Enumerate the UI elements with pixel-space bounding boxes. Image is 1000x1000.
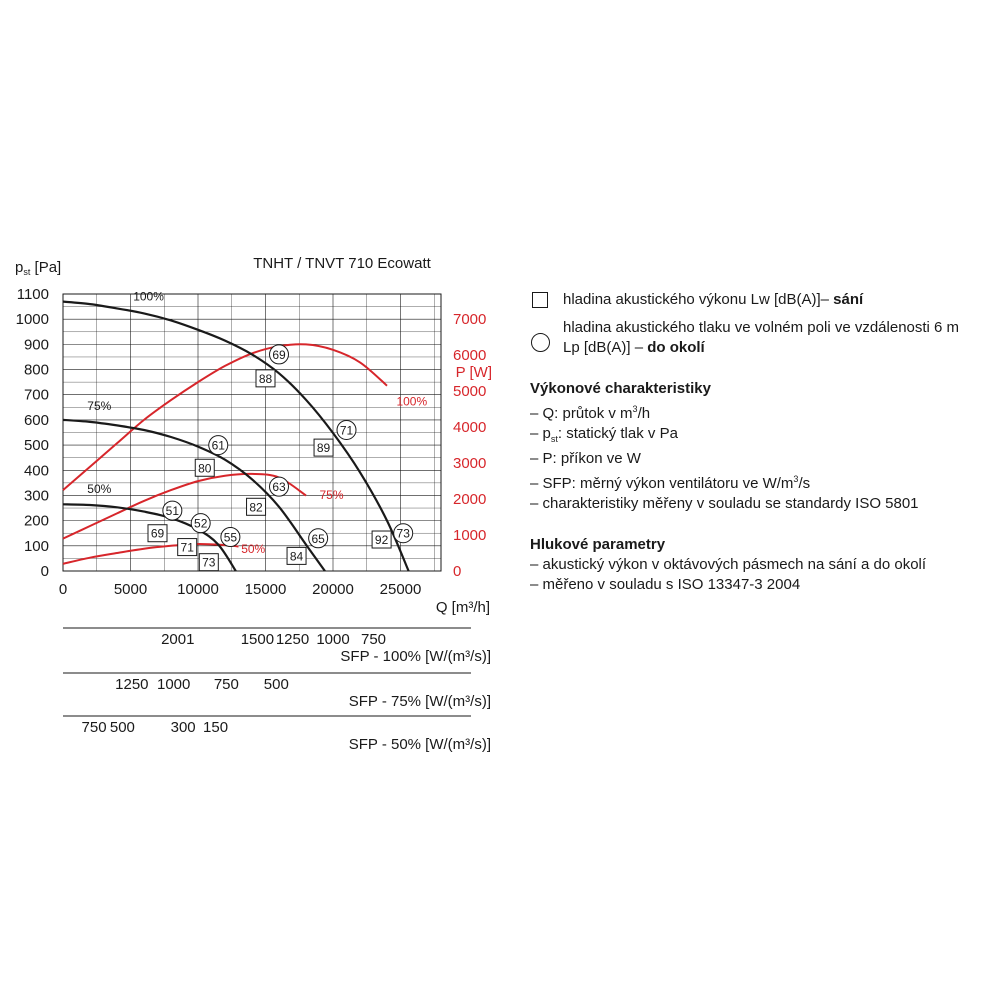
performance-item-sup: 3 (793, 474, 799, 484)
legend-panel (530, 290, 1000, 595)
performance-item (530, 449, 1000, 469)
sound-power-box-label: 92 (374, 533, 389, 548)
performance-item (530, 399, 1000, 424)
legend-sound-pressure (530, 318, 1000, 358)
y-right-tick-label: 1000 (453, 527, 487, 545)
x-tick-label: 15000 (244, 581, 287, 598)
sfp-scale-label: SFP - 100% [W/(m³/s)] (340, 648, 491, 665)
sfp-scale-label: SFP - 50% [W/(m³/s)] (348, 736, 491, 753)
sfp-tick-label: 1000 (157, 676, 191, 693)
power-curve-100 (63, 344, 387, 490)
y-left-tick-label: 0 (40, 563, 49, 580)
chart-title: TNHT / TNVT 710 Ecowatt (253, 255, 431, 272)
square-symbol-icon (532, 292, 548, 308)
sfp-tick-label: 500 (263, 676, 289, 693)
legend-sound-pressure-bold: do okolí (647, 339, 705, 356)
y-right-tick-label: 5000 (453, 383, 487, 401)
y-left-tick-label: 400 (23, 462, 49, 480)
performance-item-text: – p (530, 425, 551, 442)
performance-item-text: – charakteristiky měřeny v souladu se standardy ISO 5801 (530, 495, 919, 512)
sfp-tick-label: 750 (360, 631, 387, 648)
sfp-tick-label: 1250 (115, 676, 149, 693)
legend-sound-power-bold: sání (833, 291, 864, 308)
sound-pressure-circle-label: 51 (165, 504, 180, 519)
sound-power-box-label: 82 (249, 500, 263, 515)
y-right-tick-label: 7000 (453, 311, 487, 329)
sound-pressure-circle-label: 69 (272, 347, 286, 362)
performance-item (530, 469, 1000, 494)
sfp-tick-label: 500 (109, 719, 135, 736)
y-right-tick-label: 3000 (453, 455, 487, 473)
sound-power-box-label: 89 (316, 441, 331, 456)
y-left-tick-label: 800 (23, 361, 49, 379)
sound-power-box-label: 88 (258, 371, 273, 386)
sound-power-box-label: 84 (289, 549, 304, 564)
power-curve-label: 75% (319, 488, 344, 503)
y-axis-label-right: P [W] (455, 364, 492, 381)
performance-item (530, 494, 1000, 514)
y-left-tick-label: 700 (23, 386, 49, 404)
legend-sound-power-text: hladina akustického výkonu Lw [dB(A)]– (563, 291, 834, 308)
y-left-tick-label: 100 (23, 537, 49, 555)
y-left-tick-label: 300 (23, 487, 49, 505)
performance-item-text: – SFP: měrný výkon ventilátoru ve W/m (530, 475, 794, 492)
legend-sound-power (530, 290, 1000, 310)
pressure-curve-label: 50% (87, 481, 112, 496)
performance-item-sub: st (550, 434, 558, 444)
x-tick-label: 5000 (113, 581, 148, 598)
y-right-tick-label: 2000 (453, 491, 487, 509)
sfp-tick-label: 1500 (240, 631, 275, 648)
sound-pressure-circle-label: 73 (396, 526, 410, 541)
sound-pressure-circle-label: 61 (211, 438, 225, 453)
y-left-tick-label: 1100 (16, 286, 49, 303)
noise-heading: Hlukové parametry (530, 536, 666, 553)
x-tick-label: 20000 (312, 581, 354, 598)
x-tick-label: 25000 (379, 581, 422, 598)
noise-item: – měřeno v souladu s ISO 13347-3 2004 (530, 576, 801, 593)
circle-symbol-icon (531, 333, 550, 352)
y-right-tick-label: 6000 (453, 347, 487, 365)
performance-item-text: /s (798, 475, 811, 492)
sound-power-box-label: 80 (198, 461, 212, 476)
y-left-tick-label: 900 (23, 336, 49, 354)
sound-power-box-label: 71 (180, 540, 194, 555)
sfp-tick-label: 1250 (275, 631, 310, 648)
legend-sound-pressure-text: Lp [dB(A)] – (563, 339, 648, 356)
sound-pressure-circle-label: 71 (339, 423, 354, 438)
y-left-tick-label: 200 (23, 512, 49, 530)
sfp-tick-label: 1000 (316, 631, 350, 648)
legend-sound-pressure-line1: hladina akustického tlaku ve volném poli ve vzdálenosti 6 m (563, 319, 960, 336)
performance-item-sup: 3 (632, 404, 638, 414)
sound-power-box-label: 73 (202, 555, 216, 570)
performance-item-text: – P: příkon ve W (530, 450, 641, 467)
performance-item-text: /h (637, 405, 651, 422)
performance-heading: Výkonové charakteristiky (530, 380, 711, 397)
pressure-curve-label: 75% (87, 398, 112, 413)
pressure-curve-label: 100% (133, 289, 164, 304)
sound-pressure-circle-label: 63 (272, 480, 286, 495)
sound-power-box-label: 69 (150, 526, 165, 541)
performance-item-text: : statický tlak v Pa (557, 425, 678, 442)
y-left-tick-label: 500 (23, 437, 49, 455)
sfp-tick-label: 150 (203, 719, 229, 736)
sfp-tick-label: 750 (213, 676, 239, 693)
sfp-tick-label: 300 (170, 719, 196, 736)
sound-pressure-circle-label: 65 (311, 531, 325, 546)
power-curve-label: 50% (241, 542, 266, 557)
y-axis-label-left: $p_{st}$ [Pa] (15, 259, 62, 277)
performance-item (530, 424, 1000, 449)
x-tick-label: 0 (58, 581, 68, 598)
sfp-tick-label: 750 (81, 719, 107, 736)
x-tick-label: 10000 (177, 581, 219, 598)
sound-pressure-circle-label: 55 (223, 530, 238, 545)
power-curve-label: 100% (396, 394, 428, 409)
noise-item: – akustický výkon v oktávových pásmech na sání a do okolí (530, 556, 927, 573)
legend-sound-pressure-line2 (563, 338, 1000, 358)
y-left-tick-label: 1000 (15, 311, 49, 329)
sound-pressure-circle-label: 52 (194, 516, 208, 531)
y-right-tick-label: 0 (453, 563, 462, 580)
y-right-tick-label: 4000 (453, 419, 487, 437)
sfp-scale-label: SFP - 75% [W/(m³/s)] (348, 693, 491, 710)
performance-item-text: – Q: průtok v m (530, 405, 633, 422)
y-left-tick-label: 600 (23, 411, 49, 429)
x-axis-label: Q [m³/h] (435, 599, 490, 616)
sfp-tick-label: 2001 (161, 631, 195, 648)
